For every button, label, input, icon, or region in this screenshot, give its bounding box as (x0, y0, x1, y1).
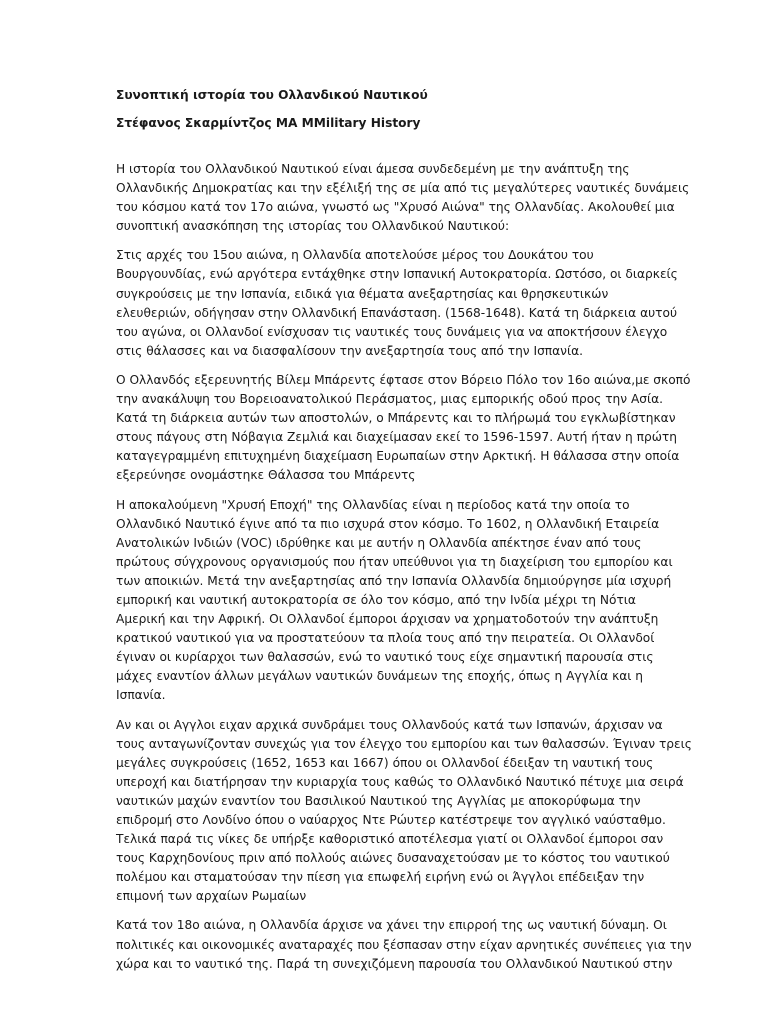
paragraph-line: πολέμου και σταματούσαν την πίεση για επωφελή ειρήνη ενώ οι Άγγλοι επέδειξαν την (116, 870, 645, 885)
paragraph-line: πρώτους σύγχρονους οργανισμούς που ήταν υπεύθυνοι για τη διαχείριση του εμπορίου και (116, 554, 673, 569)
paragraph-line: Ολλανδικής Δημοκρατίας και την εξέλιξή της σε μία από τις μεγαλύτερες ναυτικές δυνάμεις (116, 181, 690, 196)
paragraph (116, 916, 692, 973)
paragraph-line: Στις αρχές του 15ου αιώνα, η Ολλανδία αποτελούσε μέρος του Δουκάτου του (116, 248, 594, 263)
paragraph-line: πολιτικές και οικονομικές αναταραχές που ξέσπασαν στην είχαν αρνητικές συνέπειες για την (116, 937, 692, 952)
paragraph-line: των αποικιών. Μετά την ανεξαρτησίας από την Ισπανία Ολλανδία δημιούργησε μία ισχυρή (116, 573, 672, 588)
document-body (116, 160, 692, 984)
paragraph (116, 371, 691, 486)
paragraph-line: Ολλανδικό Ναυτικό έγινε από τα πιο ισχυρά στον κόσμο. Το 1602, η Ολλανδική Εταιρεία (116, 516, 660, 531)
paragraph-line: έγιναν οι κυρίαρχοι των θαλασσών, ενώ το ναυτικό τους είχε σημαντική παρουσία στις (116, 650, 654, 665)
paragraph-line: στους πάγους στη Νόβαγια Ζεμλιά και διαχείμασαν εκεί το 1596-1597. Αυτή ήταν η πρώτη (116, 430, 677, 445)
paragraph-line: Βουργουνδίας, ενώ αργότερα εντάχθηκε στην Ισπανική Αυτοκρατορία. Ωστόσο, οι διαρκείς (116, 267, 678, 282)
paragraph-line: Η ιστορία του Ολλανδικού Ναυτικού είναι άμεσα συνδεδεμένη με την ανάπτυξη της (116, 162, 630, 176)
paragraph (116, 160, 690, 236)
paragraph-line: τους ανταγωνίζονταν συνεχώς για τον έλεγχο του εμπορίου και των θαλασσών. Έγιναν τρεις (116, 736, 692, 751)
paragraph-line: ναυτικών μαχών εναντίον του Βασιλικού Ναυτικού της Αγγλίας με αποκορύφωμα την (116, 793, 641, 808)
paragraph-line: μεγάλες συγκρούσεις (1652, 1653 και 1667) όπου οι Ολλανδοί έδειξαν τη ναυτική τους (116, 755, 654, 770)
paragraph-line: Αμερική και την Αφρική. Οι Ολλανδοί έμποροι άρχισαν να χρηματοδοτούν την ανάπτυξη (116, 612, 659, 627)
paragraph (116, 246, 678, 361)
paragraph-line: επιδρομή στο Λονδίνο όπου ο ναύαρχος Ντε Ρώυτερ κατέστρεψε τον αγγλικό ναύσταθμο. (116, 813, 666, 827)
paragraph-line: του αγώνα, οι Ολλανδοί ενίσχυσαν τις ναυτικές τους δυνάμεις για να αποκτήσουν έλεγχο (116, 324, 668, 339)
paragraph-line: Τελικά παρά τις νίκες δε υπήρξε καθοριστικό αποτέλεσμα γιατί οι Ολλανδοί έμποροι σαν (116, 832, 664, 847)
paragraph-line: Κατά τον 18ο αιώνα, η Ολλανδία άρχισε να χάνει την επιρροή της ως ναυτική δύναμη. Οι (116, 918, 667, 933)
paragraph-line: υπεροχή και διατήρησαν την κυριαρχία τους καθώς το Ολλανδικό Ναυτικό πέτυχε μια σειρά (116, 774, 684, 789)
paragraph-line: Ο Ολλανδός εξερευνητής Βίλεμ Μπάρεντς έφτασε στον Βόρειο Πόλο τον 16ο αιώνα,με σκοπό (116, 372, 691, 387)
paragraph-line: τους Καρχηδονίους πριν από πολλούς αιώνες δυσαναχετούσαν με το κόστος του ναυτικού (116, 851, 670, 866)
paragraph-line: συγκρούσεις με την Ισπανία, ειδικά για θέματα ανεξαρτησίας και θρησκευτικών (116, 286, 609, 301)
paragraph-line: Κατά τη διάρκεια αυτών των αποστολών, ο Μπάρεντς και το πλήρωμά του εγκλωβίστηκαν (116, 411, 676, 426)
paragraph-line: Αν και οι Αγγλοι ειχαν αρχικά συνδράμει τους Ολλανδούς κατά των Ισπανών, άρχισαν να (116, 717, 663, 732)
paragraph (116, 716, 692, 907)
paragraph-line: κρατικού ναυτικού για να προστατεύουν τα πλοία τους από την πειρατεία. Οι Ολλανδοί (116, 631, 655, 646)
paragraph-line: καταγεγραμμένη επιτυχημένη διαχείμαση Ευρωπαίων στην Αρκτική. Η θάλασσα στην οποία (116, 449, 680, 464)
document-page (116, 86, 692, 971)
paragraph-line: την ανακάλυψη του Βορειοανατολικού Περάσματος, μιας εμπορικής οδού προς την Ασία. (116, 392, 664, 407)
paragraph (116, 496, 673, 706)
paragraph-line: Ανατολικών Ινδιών (VOC) ιδρύθηκε και με αυτήν η Ολλανδία απέκτησε έναν από τους (116, 535, 642, 550)
paragraph-line: Η αποκαλούμενη "Χρυσή Εποχή" της Ολλανδίας είναι η περίοδος κατά την οποία το (116, 497, 630, 512)
paragraph-line: χώρα και το ναυτικό της. Παρά τη συνεχιζόμενη παρουσία του Ολλανδικού Ναυτικού στην (116, 956, 673, 971)
paragraph-line: εξερεύνησε ονομάστηκε Θάλασσα του Μπάρεντς (116, 468, 416, 483)
paragraph-line: στις θάλασσες και να διασφαλίσουν την ανεξαρτησία τους από την Ισπανία. (116, 343, 584, 358)
document-author: Στέφανος Σκαρμίντζος MA MMilitary History (116, 116, 421, 130)
document-title: Συνοπτική ιστορία του Ολλανδικού Ναυτικού (116, 88, 428, 102)
paragraph-line: επιμονή των αρχαίων Ρωμαίων (116, 889, 307, 904)
paragraph-line: ελευθεριών, οδήγησαν στην Ολλανδική Επανάσταση. (1568-1648). Κατά τη διάρκεια αυτού (116, 305, 677, 320)
paragraph-line: συνοπτική ανασκόπηση της ιστορίας του Ολλανδικού Ναυτικού: (116, 219, 510, 234)
paragraph-line: μάχες εναντίον άλλων μεγάλων ναυτικών δυνάμεων της εποχής, όπως η Αγγλία και η (116, 669, 644, 684)
paragraph-line: του κόσμου κατά τον 17ο αιώνα, γνωστό ως "Χρυσό Αιώνα" της Ολλανδίας. Ακολουθεί μια (116, 200, 675, 215)
paragraph-line: Ισπανία. (116, 688, 166, 703)
paragraph-line: εμπορική και ναυτική αυτοκρατορία σε όλο τον κόσμο, από την Ινδία μέχρι τη Νότια (116, 592, 636, 607)
